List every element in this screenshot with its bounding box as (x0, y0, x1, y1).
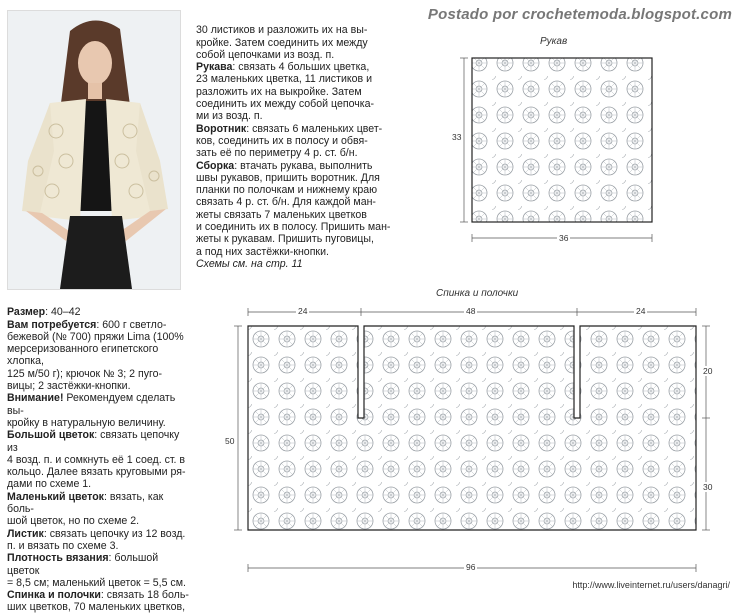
assembly-text: : втачать рукава, выполнить швы рукавов, пришить воротник. Для планки по полочкам и нижнему краю связать 4 р. ст. б/н. Для каждой ман- жеты связать 7 маленьких цветков и соединить их в полосу. Пришить ман- жеты к рукавам. Пришить пуговицы, а под них застёжки-кнопки. (196, 159, 391, 258)
model-photo (7, 10, 181, 290)
leaf-text: : связать цепочку из 12 возд. п. и вязать по схеме 3. (7, 527, 186, 552)
body-diagram-title: Спинка и полочки (436, 288, 519, 299)
sleeves-text: : связать 4 больших цветка, 23 маленьких цветка, 11 листиков и разложить их на выкройке. Затем соединить их между собой цепочка- ми из возд. п. (196, 61, 375, 123)
small-flower-text: : вязать, как боль- шой цветок, но по схеме 2. (7, 490, 164, 528)
leaf-label: Листик (7, 527, 44, 540)
collar-text: : связать 6 маленьких цвет- ков, соединить их в полосу и обвя- зать её по периметру 4 р. ст. б/н. (196, 122, 383, 160)
watermark-text: Postado por crochetemoda.blogspot.com (427, 6, 732, 23)
attention-label: Внимание! (7, 392, 64, 405)
body-dim-left-height: 50 (225, 436, 235, 446)
footer-source-link[interactable]: http://www.liveinternet.ru/users/danagri/ (572, 580, 730, 590)
left-text-column (7, 294, 193, 614)
attention-text: Рекомендуем сделать вы- кройку в натуральную величину. (7, 392, 176, 429)
body-dim-bottom: 96 (466, 562, 476, 572)
body-dim-top-right: 24 (636, 306, 646, 316)
collar-label: Воротник (196, 122, 247, 135)
back-text: : связать 18 боль- ших цветков, 70 маленьких цветков, (7, 589, 189, 614)
sleeve-width-label: 36 (559, 233, 569, 243)
sleeves-label: Рукава (196, 61, 233, 74)
body-dim-right-upper: 20 (703, 366, 713, 376)
sleeve-height-label: 33 (452, 132, 462, 142)
assembly-label: Сборка (196, 159, 235, 172)
middle-text-column (196, 12, 392, 270)
density-text: : большой цветок = 8,5 см; маленький цветок = 5,5 см. (7, 552, 186, 589)
small-flower-label: Маленький цветок (7, 490, 104, 503)
materials-text: : 600 г светло- бежевой (№ 700) пряжи Lima (100% мерсеризованного египетского хлопка, 125 м/50 г); крючок № 3; 2 пуго- вицы; 2 застёжки-кнопки. (7, 318, 184, 393)
materials-label: Вам потребуется (7, 318, 97, 331)
body-dim-top-mid: 48 (466, 306, 476, 316)
sleeve-diagram (440, 50, 670, 250)
size-value: : 40–42 (45, 306, 81, 319)
back-label: Спинка и полочки (7, 589, 101, 602)
schemes-reference: Схемы см. на стр. 11 (196, 257, 303, 270)
model-illustration (8, 11, 180, 289)
big-flower-text: : связать цепочку из 4 возд. п. и сомкнуть её 1 соед. ст. в кольцо. Далее вязать круговыми ря- дами по схеме 1. (7, 429, 186, 491)
body-dim-right-lower: 30 (703, 482, 713, 492)
big-flower-label: Большой цветок (7, 429, 95, 442)
density-label: Плотность вязания (7, 552, 109, 565)
body-diagram (222, 300, 722, 582)
sleeve-diagram-title: Рукав (540, 36, 568, 47)
body-dim-top-left: 24 (298, 306, 308, 316)
paragraph-leaves: 30 листиков и разложить их на вы- кройке. Затем соединить их между собой цепочками из возд. п. (196, 24, 368, 61)
size-label: Размер (7, 306, 46, 319)
